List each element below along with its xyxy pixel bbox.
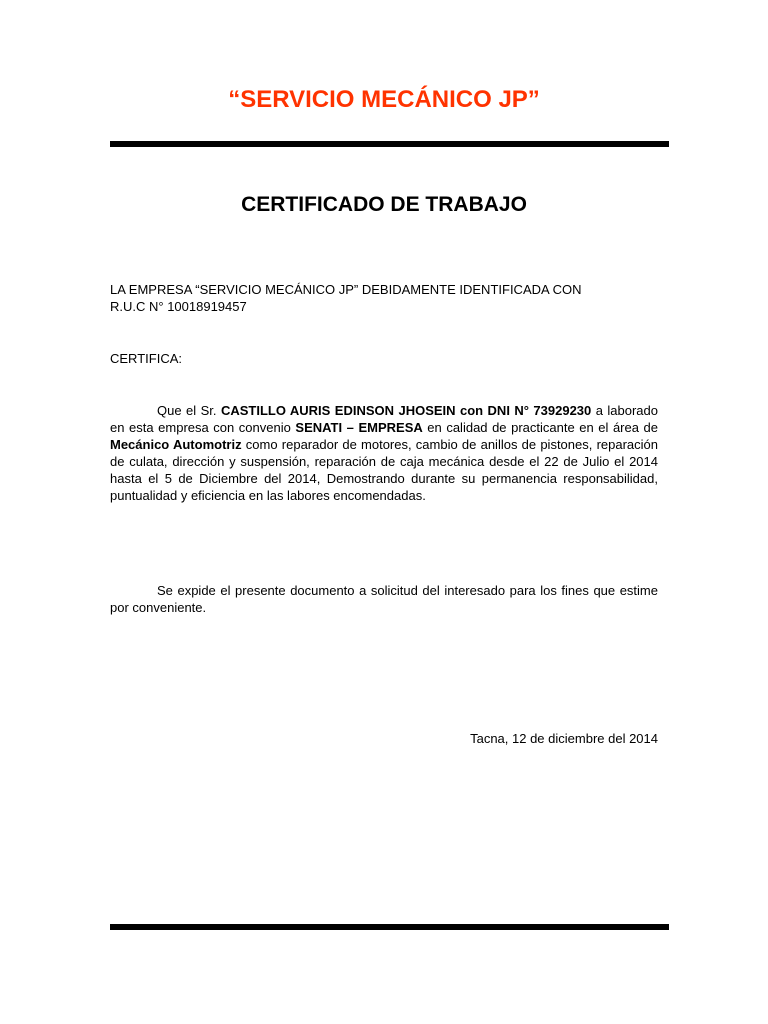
top-divider xyxy=(110,141,669,147)
body-text-part-1: Que el Sr. xyxy=(157,403,221,418)
body-text-part-4: como reparador de motores, cambio de anillos de pistones, reparación de culata, dirección y suspensión, reparación de caja mecánica desde el 22 de Julio el 2014 hasta el 5 de Diciembre del 2014, Demostrando durante su permanencia responsabilidad, puntualidad y eficiencia en las labores encomendadas. xyxy=(110,437,658,503)
closing-paragraph xyxy=(110,582,658,616)
work-area: Mecánico Automotriz xyxy=(110,437,242,452)
certificate-body-paragraph xyxy=(110,402,658,504)
company-title: “SERVICIO MECÁNICO JP” xyxy=(228,86,540,113)
worker-name: CASTILLO AURIS EDINSON JHOSEIN con DNI N° 73929230 xyxy=(220,403,592,418)
document-title: CERTIFICADO DE TRABAJO xyxy=(241,193,527,216)
bottom-divider xyxy=(110,924,669,930)
closing-text: Se expide el presente documento a solicitud del interesado para los fines que estime por conveniente. xyxy=(110,583,658,615)
body-text-part-2: a laborado en esta empresa con convenio xyxy=(110,403,658,435)
agreement-name: SENATI – EMPRESA xyxy=(295,420,423,435)
body-text-part-3: en calidad de practicante en el área de xyxy=(422,420,658,435)
intro-line-1: LA EMPRESA “SERVICIO MECÁNICO JP” DEBIDAMENTE IDENTIFICADA CON xyxy=(110,282,582,297)
certifica-label: CERTIFICA: xyxy=(110,351,182,366)
intro-paragraph xyxy=(110,281,658,315)
place-and-date: Tacna, 12 de diciembre del 2014 xyxy=(470,731,658,746)
intro-line-2: R.U.C N° 10018919457 xyxy=(110,299,247,314)
